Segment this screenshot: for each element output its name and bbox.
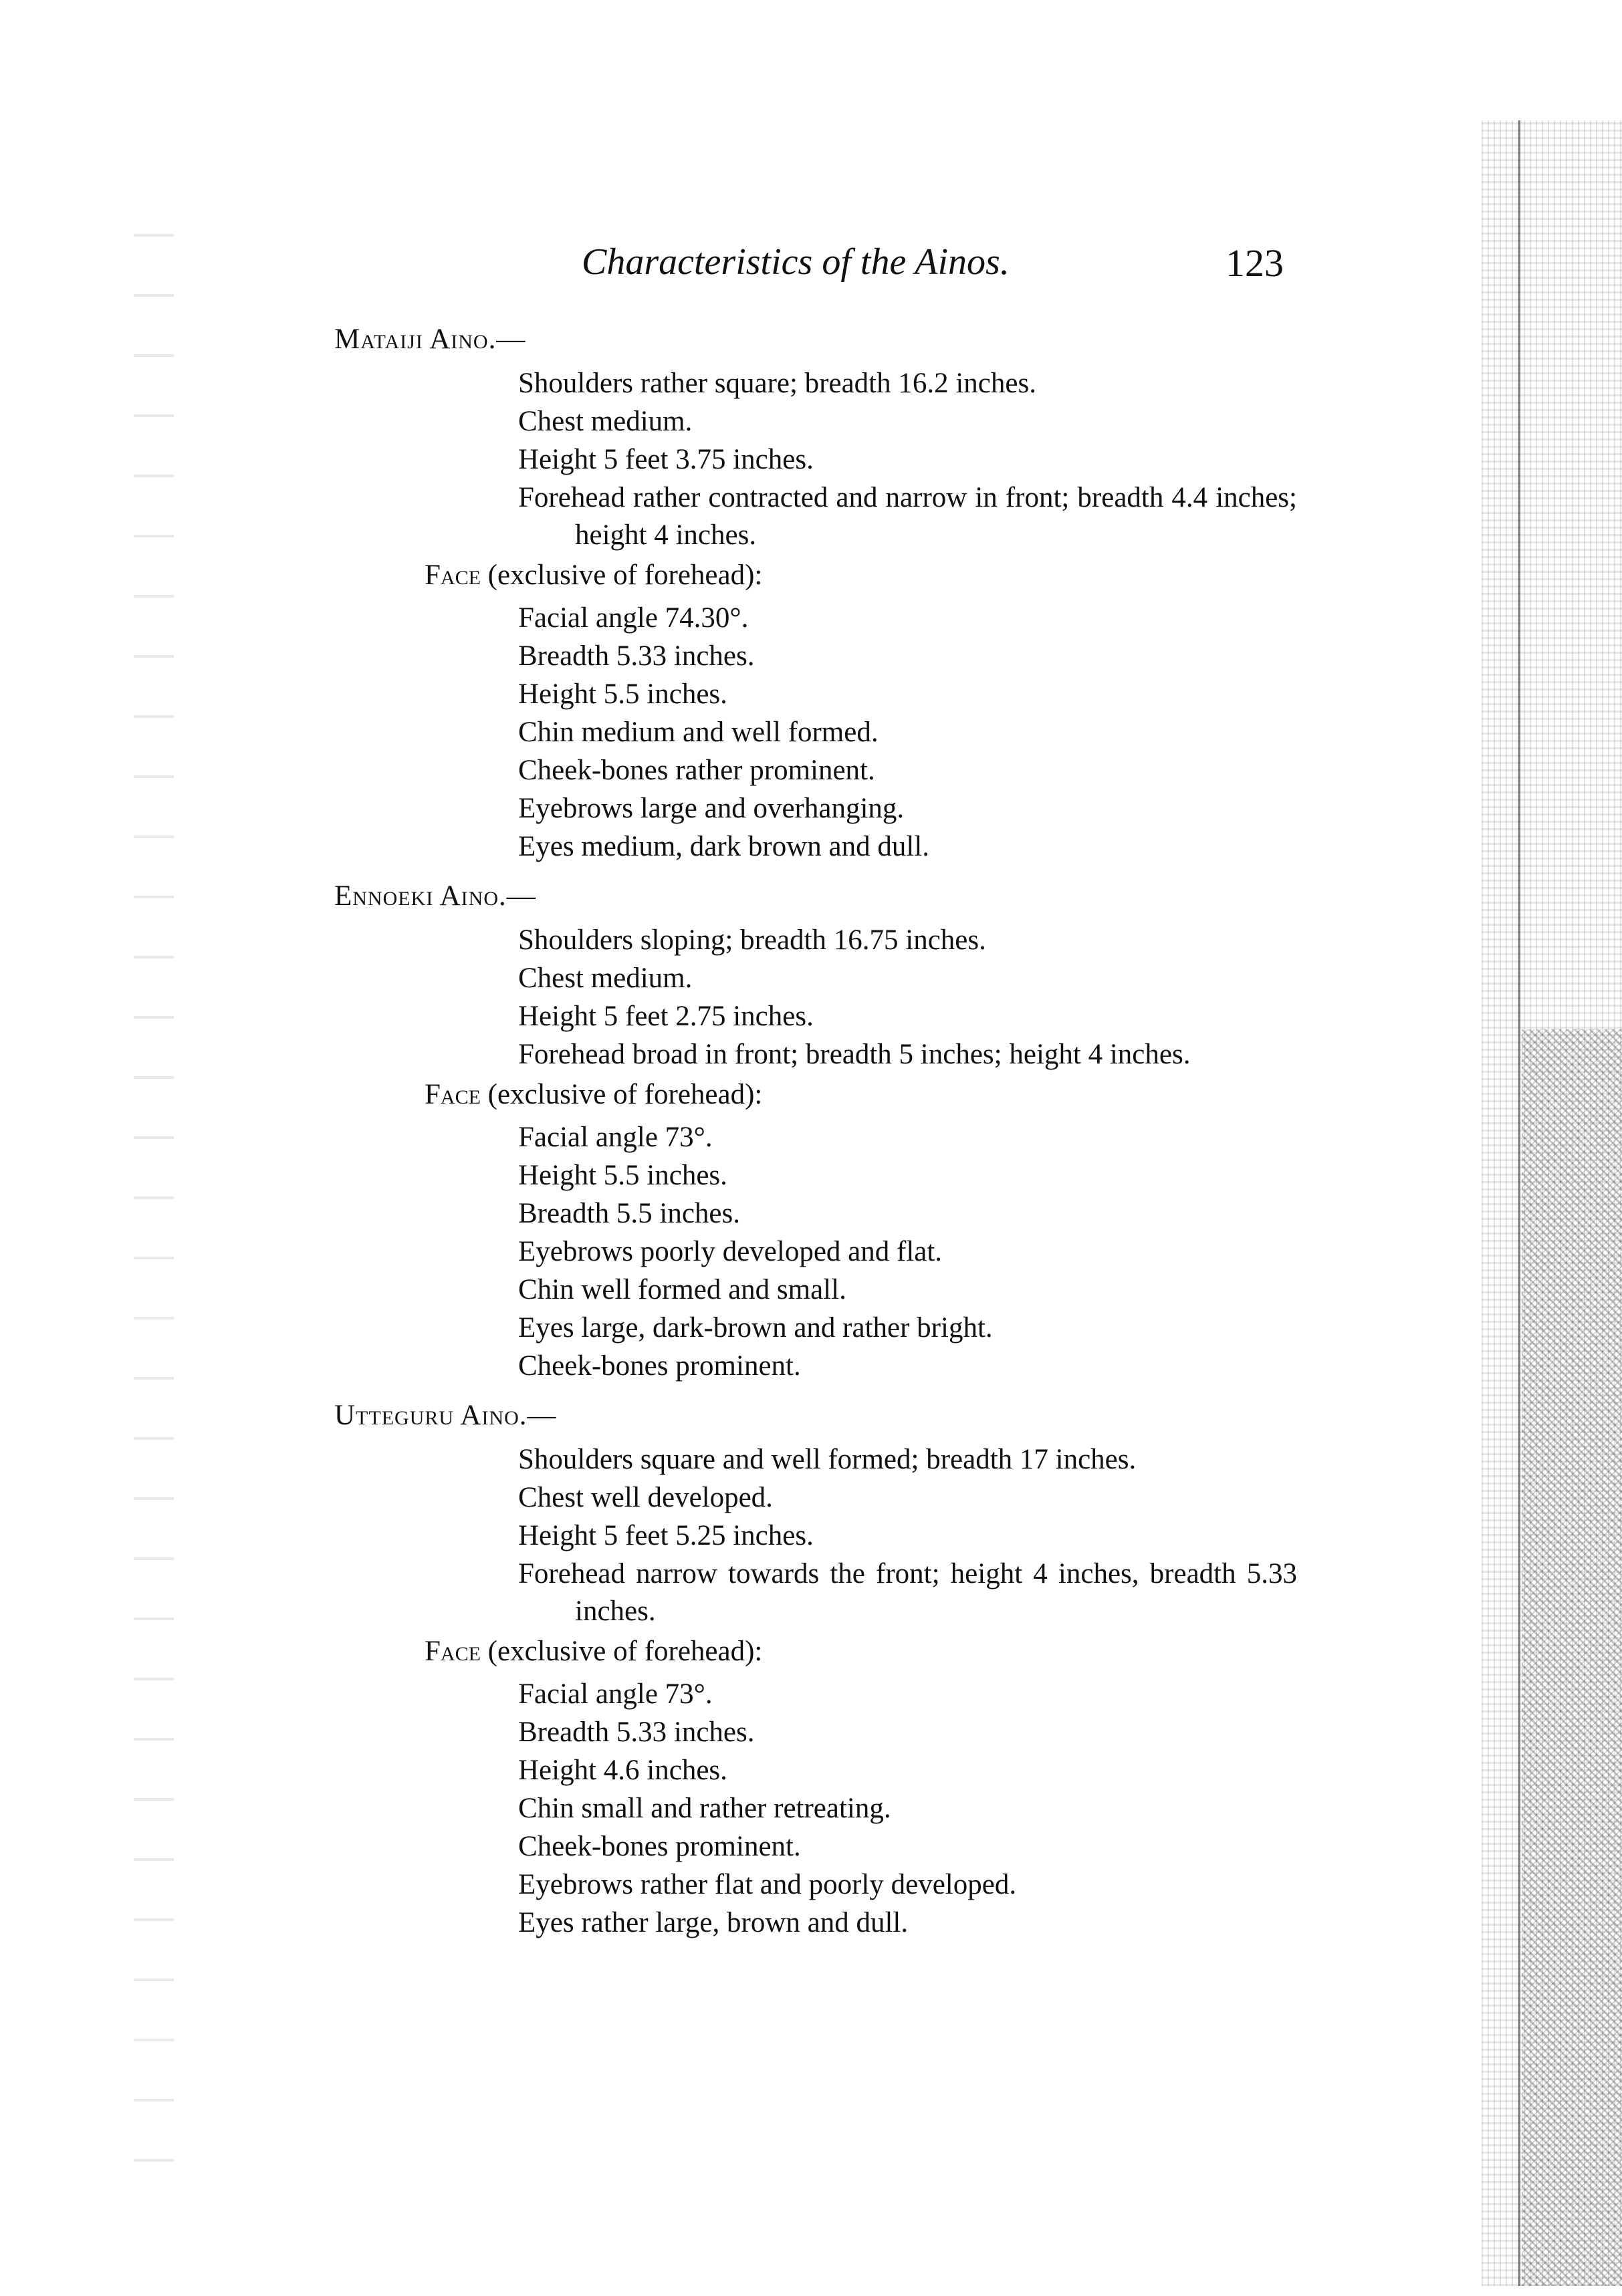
face-label: Face (425, 1079, 481, 1110)
face-line: Breadth 5.33 inches. (518, 640, 755, 672)
face-line: Cheek-bones rather prominent. (518, 755, 875, 786)
face-label-rest: (exclusive of forehead): (480, 559, 763, 591)
face-line: Chin medium and well formed. (518, 717, 879, 748)
face-line: Facial angle 73°. (518, 1122, 713, 1153)
face-label: Face (425, 1636, 481, 1667)
face-line: Eyes rather large, brown and dull. (518, 1907, 909, 1938)
face-subheading (425, 1633, 1297, 1670)
section-heading: Mataiji Aino.— (334, 324, 526, 355)
body-line: Forehead narrow towards the front; height 4 inches, breadth 5.33 inches. (518, 1558, 1297, 1627)
body-line: Chest medium. (518, 406, 693, 437)
face-line: Height 4.6 inches. (518, 1755, 727, 1786)
face-list (334, 1676, 1297, 1942)
face-line: Eyebrows poorly developed and flat. (518, 1236, 943, 1267)
section-heading: Utteguru Aino.— (334, 1400, 557, 1431)
face-subheading (425, 557, 1297, 594)
body-line: Height 5 feet 2.75 inches. (518, 1001, 814, 1032)
face-subheading (425, 1076, 1297, 1114)
body-line: Height 5 feet 5.25 inches. (518, 1520, 814, 1551)
body-line: Chest well developed. (518, 1482, 773, 1513)
face-line: Chin small and rather retreating. (518, 1793, 891, 1824)
face-line: Chin well formed and small. (518, 1274, 846, 1305)
face-label-rest: (exclusive of forehead): (480, 1079, 763, 1110)
face-line: Eyebrows large and overhanging. (518, 793, 905, 824)
body-line: Shoulders rather square; breadth 16.2 inches. (518, 368, 1036, 399)
body-line: Shoulders square and well formed; breadth 17 inches. (518, 1444, 1137, 1475)
face-line: Height 5.5 inches. (518, 1160, 727, 1191)
face-line: Height 5.5 inches. (518, 678, 727, 710)
face-line: Breadth 5.5 inches. (518, 1198, 740, 1229)
face-line: Cheek-bones prominent. (518, 1831, 801, 1862)
face-line: Facial angle 74.30°. (518, 602, 749, 634)
section-heading: Ennoeki Aino.— (334, 880, 536, 912)
scanned-page-edge (1482, 120, 1622, 2286)
section-ennoeki-aino (334, 878, 1297, 1385)
body-line: Shoulders sloping; breadth 16.75 inches. (518, 924, 986, 956)
section-utteguru-aino (334, 1397, 1297, 1942)
face-list (334, 1119, 1297, 1385)
running-title: Characteristics of the Ainos. (582, 241, 1010, 283)
page-number: 123 (1226, 241, 1284, 285)
face-line: Eyebrows rather flat and poorly developed. (518, 1869, 1017, 1900)
running-header (562, 241, 1284, 301)
body-line: Forehead broad in front; breadth 5 inches; height 4 inches. (518, 1039, 1191, 1070)
page-content (334, 321, 1297, 1954)
body-line: Forehead rather contracted and narrow in front; breadth 4.4 inches; height 4 inches. (518, 482, 1297, 551)
scan-speckle-marks (134, 234, 174, 2172)
face-line: Facial angle 73°. (518, 1678, 713, 1710)
body-line: Chest medium. (518, 963, 693, 994)
face-line: Breadth 5.33 inches. (518, 1716, 755, 1748)
face-line: Eyes medium, dark brown and dull. (518, 831, 930, 862)
face-line: Cheek-bones prominent. (518, 1350, 801, 1382)
face-label-rest: (exclusive of forehead): (480, 1636, 763, 1667)
face-line: Eyes large, dark-brown and rather bright. (518, 1312, 993, 1344)
face-list (334, 600, 1297, 866)
body-line: Height 5 feet 3.75 inches. (518, 444, 814, 475)
face-label: Face (425, 559, 481, 591)
section-mataiji-aino (334, 321, 1297, 866)
